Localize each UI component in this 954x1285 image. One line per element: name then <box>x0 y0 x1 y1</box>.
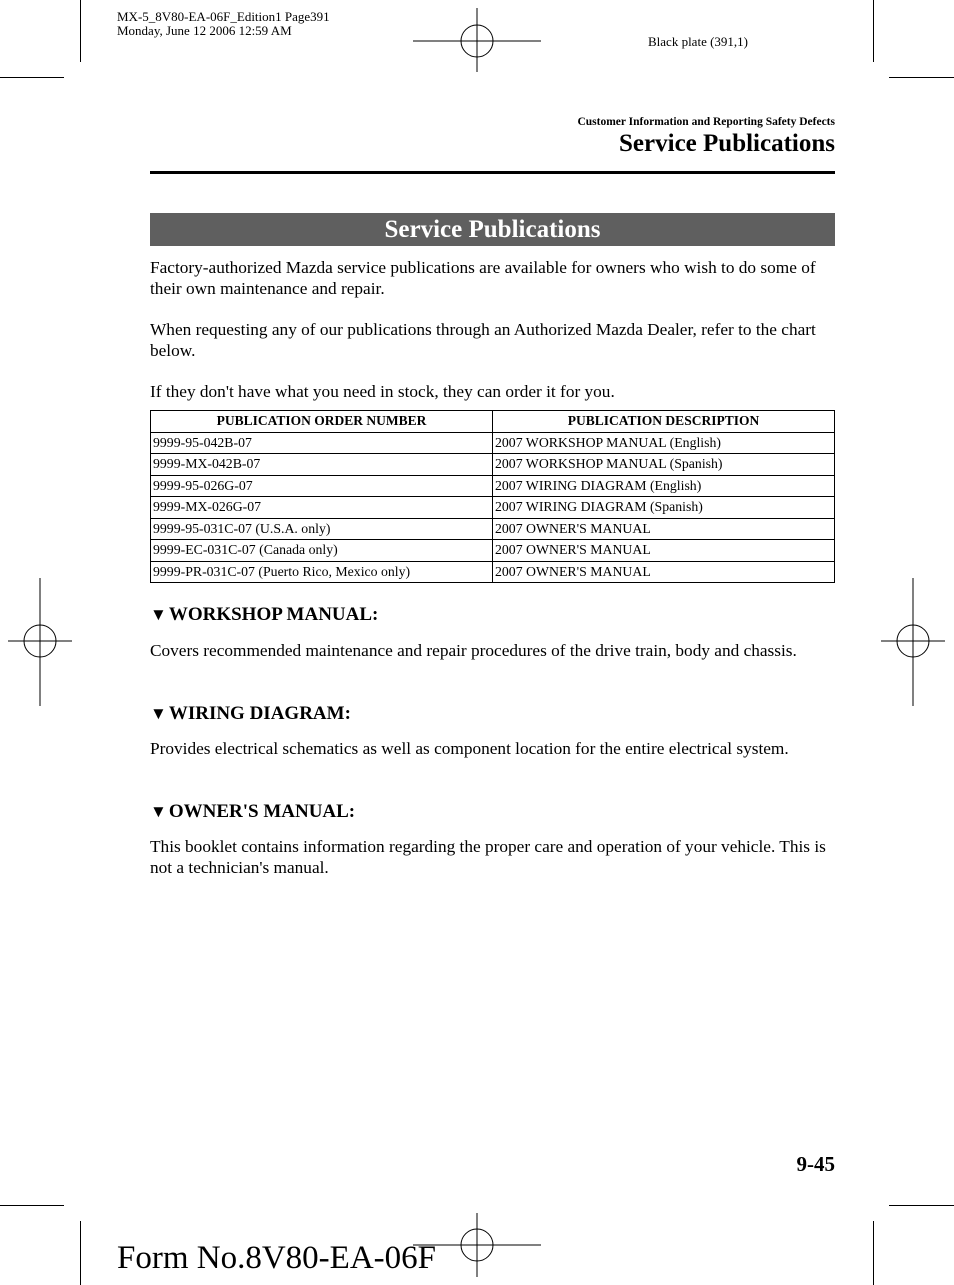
description-cell: 2007 WORKSHOP MANUAL (Spanish) <box>493 454 835 476</box>
publications-table <box>150 410 835 583</box>
table-row <box>151 540 835 562</box>
description-cell: 2007 WORKSHOP MANUAL (English) <box>493 432 835 454</box>
table-header-row <box>151 411 835 433</box>
section-heading-workshop-manual <box>150 604 378 626</box>
table-row <box>151 432 835 454</box>
intro-paragraph-3: If they don't have what you need in stock, they can order it for you. <box>150 382 615 401</box>
description-cell: 2007 OWNER'S MANUAL <box>493 561 835 583</box>
section-heading-text: WORKSHOP MANUAL: <box>168 604 379 625</box>
triangle-down-icon: ▼ <box>150 802 167 821</box>
section-title: Service Publications <box>619 130 835 157</box>
order-number-cell: 9999-MX-026G-07 <box>151 497 493 519</box>
section-heading-owners-manual <box>150 801 355 823</box>
triangle-down-icon: ▼ <box>150 704 167 723</box>
description-cell: 2007 OWNER'S MANUAL <box>493 518 835 540</box>
registration-mark-top <box>410 5 544 75</box>
section-heading-text: OWNER'S MANUAL: <box>168 801 356 822</box>
table-row <box>151 497 835 519</box>
form-number: Form No.8V80-EA-06F <box>117 1240 436 1276</box>
section-text-wiring-diagram: Provides electrical schematics as well as component location for the entire electrical system. <box>150 739 789 758</box>
order-number-cell: 9999-MX-042B-07 <box>151 454 493 476</box>
section-text-workshop-manual: Covers recommended maintenance and repair procedures of the drive train, body and chassis. <box>150 641 797 660</box>
table-row <box>151 561 835 583</box>
order-number-cell: 9999-95-031C-07 (U.S.A. only) <box>151 518 493 540</box>
description-cell: 2007 WIRING DIAGRAM (Spanish) <box>493 497 835 519</box>
description-cell: 2007 OWNER'S MANUAL <box>493 540 835 562</box>
section-heading-wiring-diagram <box>150 703 351 725</box>
registration-mark-left <box>5 575 75 709</box>
table-row <box>151 475 835 497</box>
intro-paragraph-1: Factory-authorized Mazda service publications are available for owners who wish to do some of their own maintenance and repair. <box>150 258 816 298</box>
section-heading-text: WIRING DIAGRAM: <box>168 703 351 724</box>
black-plate-label: Black plate (391,1) <box>648 34 748 49</box>
order-number-cell: 9999-95-026G-07 <box>151 475 493 497</box>
chapter-title: Customer Information and Reporting Safety Defects <box>577 116 835 128</box>
order-number-cell: 9999-PR-031C-07 (Puerto Rico, Mexico only) <box>151 561 493 583</box>
table-row <box>151 454 835 476</box>
section-text-owners-manual: This booklet contains information regarding the proper care and operation of your vehicle. This is not a technician's manual. <box>150 837 826 877</box>
order-number-cell: 9999-95-042B-07 <box>151 432 493 454</box>
order-number-cell: 9999-EC-031C-07 (Canada only) <box>151 540 493 562</box>
registration-mark-right <box>878 575 948 709</box>
header-rule <box>150 171 835 174</box>
column-header-order-number: PUBLICATION ORDER NUMBER <box>151 411 493 433</box>
table-row <box>151 518 835 540</box>
print-date-line: Monday, June 12 2006 12:59 AM <box>117 23 292 38</box>
intro-paragraph-2: When requesting any of our publications through an Authorized Mazda Dealer, refer to the chart below. <box>150 320 816 360</box>
page-number: 9-45 <box>796 1152 835 1176</box>
description-cell: 2007 WIRING DIAGRAM (English) <box>493 475 835 497</box>
print-file-line: MX-5_8V80-EA-06F_Edition1 Page391 <box>117 9 330 24</box>
page-title-banner: Service Publications <box>150 213 835 246</box>
triangle-down-icon: ▼ <box>150 605 167 624</box>
column-header-description: PUBLICATION DESCRIPTION <box>493 411 835 433</box>
